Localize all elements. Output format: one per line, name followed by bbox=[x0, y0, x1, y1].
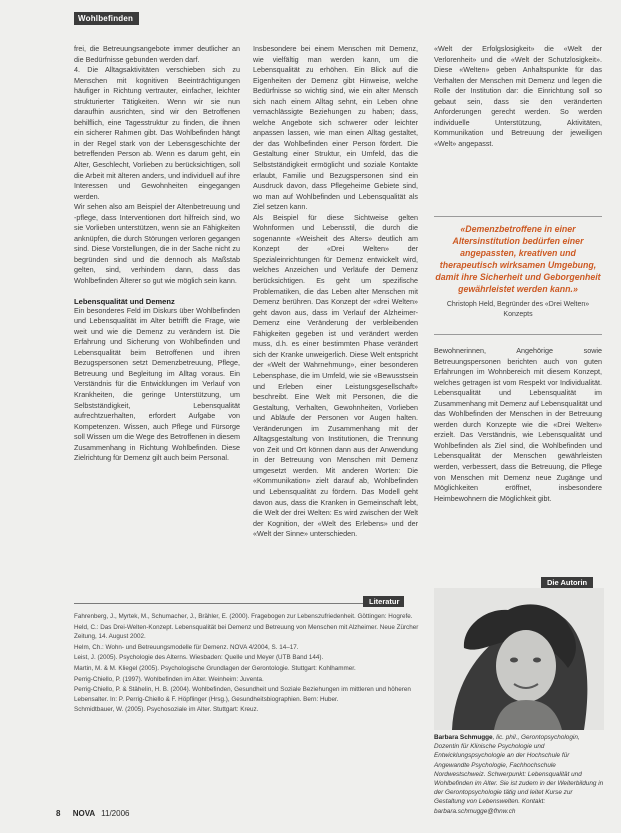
magazine-name: NOVA bbox=[72, 809, 95, 818]
section-tag: Wohlbefinden bbox=[74, 12, 139, 25]
author-contact: Kontakt: barbara.schmugge@fhnw.ch bbox=[434, 798, 546, 815]
literature-heading: Literatur bbox=[363, 596, 404, 607]
page-number: 8 bbox=[56, 809, 61, 818]
author-heading: Die Autorin bbox=[541, 577, 593, 588]
article-column-2 bbox=[253, 44, 418, 540]
article-column-3-top bbox=[434, 44, 602, 149]
author-bio: Barbara Schmugge, lic. phil., Gerontopsychologin, Dozentin für Klinische Psychologie und Entwicklungspsychologie an der Hochschule für Angewandte Psychologie, Fachhochschule Nordwestschweiz. Schwerpunkt: Lebensqualität und Wohlbefinden im Alter. Sie ist zudem in der Weiterbildung in der Gerontopsychologie tätig und leitet Kurse zur Gestaltung von Lebenswelten. Kontakt: barbara.schmugge@fhnw.ch bbox=[434, 734, 604, 815]
reference-list bbox=[74, 612, 421, 716]
paragraph: frei, die Betreuungsangebote immer deutlicher an die Bedürfnisse gebunden werden darf. bbox=[74, 44, 240, 64]
reference-item: Martin, M. & M. Kliegel (2005). Psychologische Grundlagen der Gerontologie. Stuttgart: Kohlhammer. bbox=[74, 665, 356, 673]
reference-item: Perrig-Chiello, P. & Stähelin, H. B. (2004). Wohlbefinden, Gesundheit und Soziale Beziehungen im mittleren und höheren Lebensalter. In: P. Perrig-Chiello & F. Höpflinger (Hrsg.), Gesundheitsbiographien. Bern: Huber. bbox=[74, 686, 411, 703]
paragraph: Bewohnerinnen, Angehörige sowie Betreuungspersonen berichten auch von guten Erfahrungen im Wohnbereich mit diesem Konzept, welches getragen ist vom Respekt vor Individualität. Lebensqualität und Lebensqualität im Zusammenhang mit Demenz auf Lebensqualität und das Wohlbefinden der Menschen in der Betreuung werden durch Konzepte wie die «Drei Welten» erzielt. Das Verständnis, wie Lebensqualität und Wohlbefinden als Ziel sind, die Wohlbefinden und Lebensqualität der Menschen gewährleisten werden, verbessert, dass die Betreuung, die Pflege von Menschen mit Demenz neue Zugänge und Möglichkeiten eröffnet, insbesondere Heimbewohnern die Möglichkeit gibt. bbox=[434, 346, 602, 503]
issue-number: 11/2006 bbox=[101, 809, 130, 818]
reference-item: Held, C.: Das Drei-Welten-Konzept. Lebensqualität bei Demenz und Betreuung von Menschen mit Alzheimer. Neue Zürcher Zeitung, 14. August 2002. bbox=[74, 623, 419, 640]
article-column-1 bbox=[74, 44, 240, 464]
reference-item: Schmidtbauer, W. (2005). Psychosoziale im Alter. Stuttgart: Kreuz. bbox=[74, 706, 259, 714]
paragraph: 4. Die Alltagsaktivitäten verschieben sich zu Menschen mit kognitiven Beeinträchtigungen häufiger in Richtung vertrauter, einfacher, leichter strukturierter Tätigkeiten. Wenn wir sie nun daraufhin ausrichten, sind wir den Betroffenen behilflich, eine Tagesstruktur zu finden, die ihnen ein sicherer Rahmen gibt. Das Wohlbefinden hängt in der Regel stark von der Lebensgeschichte der betreffenden Person ab. Wenn es darum geht, ein Alter, Geschlecht, Vorlieben zu berücksichtigen, soll die Arbeit mit älteren anders, und individuell auf ihre Interessen und Gewohnheiten eingegangen werden. bbox=[74, 65, 240, 201]
article-column-3-bottom bbox=[434, 346, 602, 504]
reference-item: Leist, J. (2005). Psychologie des Alterns. Wiesbaden: Quelle und Meyer (UTB Band 144). bbox=[74, 654, 324, 662]
author-photo bbox=[434, 588, 604, 730]
author-description: lic. phil., Gerontopsychologin, Dozentin für Klinische Psychologie und Entwicklungspsychologie an der Hochschule für Angewandte Psychologie, Fachhochschule Nordwestschweiz. Schwerpunkt: Lebensqualität und Wohlbefinden im Alter. Sie ist zudem in der Weiterbildung in der Gerontopsychologie tätig und leitet Kurse zur Gestaltung von Lebenswelten. bbox=[434, 734, 604, 806]
reference-item: Helm, Ch.: Wohn- und Betreuungsmodelle für Demenz. NOVA 4/2004, S. 14–17. bbox=[74, 643, 299, 651]
paragraph: Insbesondere bei einem Menschen mit Demenz, wie vielfältig man werden kann, um die Lebensqualität zu erhöhen. Ein Blick auf die Eigenheiten der Demenz gibt Hinweise, welche Bedürfnisse so wichtig sind, wie ein alter Mensch sich nach einem Alltag sehnt, ein Leben ohne vernachlässigte Beziehungen zu haben; dass, welche Angebote sich schwerer oder leichter anpassen lassen, wie man einen Alltag gestaltet, der das Wohlbefinden einer Person fördert. Die Gestaltung einer Struktur, ein Umfeld, das die Selbstständigkeit ermöglicht und soziale Kontakte erlaubt, Familie und Bezugspersonen sind ein Ausdruck davon, dass Pflegeheime Gebiete sind, wo man auf Wohlbefinden und Lebensqualität als Ziel setzen kann. bbox=[253, 44, 418, 212]
quote-bottom-rule bbox=[434, 334, 602, 335]
reference-item: Perrig-Chiello, P. (1997). Wohlbefinden im Alter. Weinheim: Juventa. bbox=[74, 675, 264, 683]
paragraph: Ein besonderes Feld im Diskurs über Wohlbefinden und Lebensqualität im Alter betrifft die Frage, wie weit und wie die Demenz zu verändern ist. Die Erfahrung und Sicherung von Wohlbefinden und Lebensqualität beim Betroffenen und ihren Bezugspersonen setzt Demenzbetreuung, Pflege, Betreuung und Begleitung im Alltag voraus. Ein Verständnis für die Entwicklungen im Verlauf von Krankheiten, die geringe Unterstützung, um Selbstständigkeit, Lebensqualität aufrechtzuerhalten, erfordert Aufgabe von Kompetenzen. Wissen, auch Pflege und Fürsorge soll Wissen um die Wege des Betroffenen in diesem Zusammenhang in Richtung Wohlbefinden. Diese Zielrichtung für Demenz gilt auch beim Personal. bbox=[74, 305, 240, 463]
pull-quote-text: «Demenzbetroffene in einer Altersinstitution bedürfen einer angepassten, kreativen und therapeutisch wirksamen Umgebung, damit ihre Sicherheit und Geborgenheit gewährleistet werden kann.» bbox=[435, 224, 601, 294]
subheading: Lebensqualität und Demenz bbox=[74, 296, 175, 306]
paragraph: Wir sehen also am Beispiel der Altenbetreuung und -pflege, dass Interventionen dort hilfreich sind, wo sie Vorlieben unterstützen, wenn sie an Fähigkeiten anknüpfen, die durch Störungen verloren gegangen sind. Diese Vorstellungen, die in der Sache nicht zu begründen sind und die dennoch als Maßstab gelten, sind, verhindern dann, dass das Wohlbefinden Älterer so gut wie möglich sein kann. bbox=[74, 202, 240, 286]
pull-quote bbox=[434, 223, 602, 319]
page-footer bbox=[56, 809, 129, 818]
quote-top-rule bbox=[434, 216, 602, 217]
paragraph: «Welt der Erfolgslosigkeit» die «Welt der Verlorenheit» und die «Welt der Schutzlosigkeit». Diese «Welten» geben Anhaltspunkte für das Verhalten der Menschen mit Demenz und legen die Rolle der Institution dar: die Einrichtung soll so gebaut sein, dass sie den veränderten Anforderungen gerecht werden. So werden individuelle Unterstützung, Aktivitäten, Kommunikation und Betreuung der jeweiligen «Welt» angepasst. bbox=[434, 44, 602, 148]
pull-quote-source: Christoph Held, Begründer des «Drei Welten» Konzepts bbox=[446, 301, 590, 318]
reference-item: Fahrenberg, J., Myrtek, M., Schumacher, J., Brähler, E. (2000). Fragebogen zur Lebenszufriedenheit. Göttingen: Hogrefe. bbox=[74, 613, 413, 620]
author-name: Barbara Schmugge bbox=[434, 734, 493, 741]
paragraph: Als Beispiel für diese Sichtweise gelten Wohnformen und Lebensstil, die durch die sogenannte «Weisheit des Alters» deutlich am Konzept der «Drei Welten» der Spezialeinrichtungen für Demenz entwickelt wird, welches Anzeichen und Verläufe der Demenz berücksichtigen. Es geht um spezifische Problematiken, die das Leben alter Menschen mit Demenz berühren. Das Konzept der «drei Welten» geht davon aus, dass im Verlauf der Alzheimer-Demenz eine Veränderung der verbleibenden Fähigkeiten gegeben ist und verändert werden muss, d.h. es einer bestimmten Phase verändert sich der Kranke unweigerlich. Diese Welt entspricht der «Welt der Wahrnehmung», einer besonderen Lebensphase, die im Umfeld, wie sie «Bewusstsein und Erleben einer Leistungsgesellschaft» beschreibt. Eine Welt mit Personen, die die Gestaltung, Verhalten, Gewohnheiten, Vorlieben und Abläufe der Personen vor Augen halten. Veränderungen im Zusammenhang mit der Alltagsgestaltung von Institutionen, die Trennung von Zeit und Ort können dann aus der Anwendung in der Betreuung von Menschen mit Demenz umgesetzt werden. Mit anderen Worten: Die «Kommunikation» zielt darauf ab, Wohlbefinden und Lebensqualität zu fördern. Das Modell geht davon aus, dass die Kranken in Gemeinschaft lebt, die Welt der drei Welten: Es wird zwischen der Welt der Kognition, der «Welt des Erlebens» und der «Welt der Sinne» unterschieden. bbox=[253, 212, 418, 539]
literature-rule bbox=[74, 603, 363, 604]
